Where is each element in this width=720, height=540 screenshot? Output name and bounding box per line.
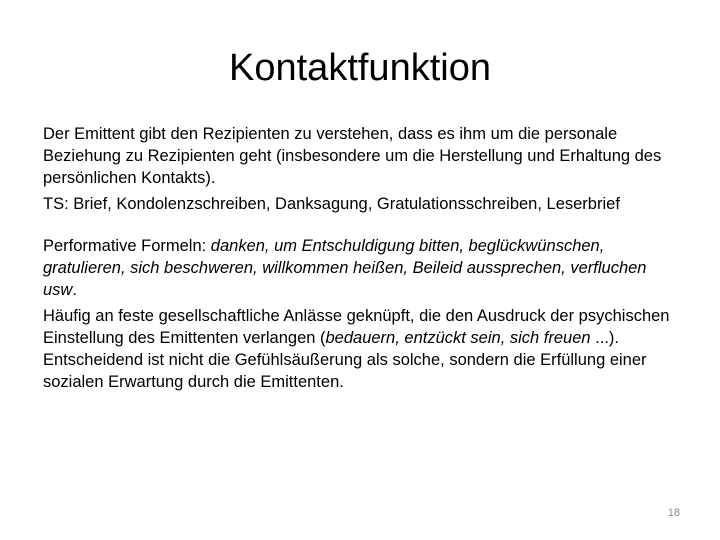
occasions-examples: bedauern, entzückt sein, sich freuen [325,329,591,347]
performative-examples: danken, um Entschuldigung bitten, beglückwünschen, gratulieren, sich beschweren, willkommen heißen, Beileid aussprechen, verfluchen usw [43,237,647,299]
paragraph-text-types: TS: Brief, Kondolenzschreiben, Danksagung, Gratulationsschreiben, Leserbrief [43,195,620,213]
paragraph-definition: Der Emittent gibt den Rezipienten zu verstehen, dass es ihm um die personale Beziehung zu Rezipienten geht (insbesondere um die Herstellung und Erhaltung des persönlichen Kontakts). [43,125,662,187]
performative-end: . [72,281,77,299]
slide-body [43,123,683,397]
performative-lead: Performative Formeln: [43,237,211,255]
occasions-end: ...). Entscheidend ist nicht die Gefühlsäußerung als solche, sondern die Erfüllung einer sozialen Erwartung durch die Emittenten. [43,329,647,391]
page-number: 18 [667,507,680,519]
occasions-lead: Häufig an feste gesellschaftliche Anlässe geknüpft, die den Ausdruck der psychischen Einstellung des Emittenten verlangen ( [43,307,670,347]
paragraph-performative-formulas [43,235,683,301]
paragraph-occasions [43,305,683,393]
slide-title: Kontaktfunktion [229,47,491,89]
